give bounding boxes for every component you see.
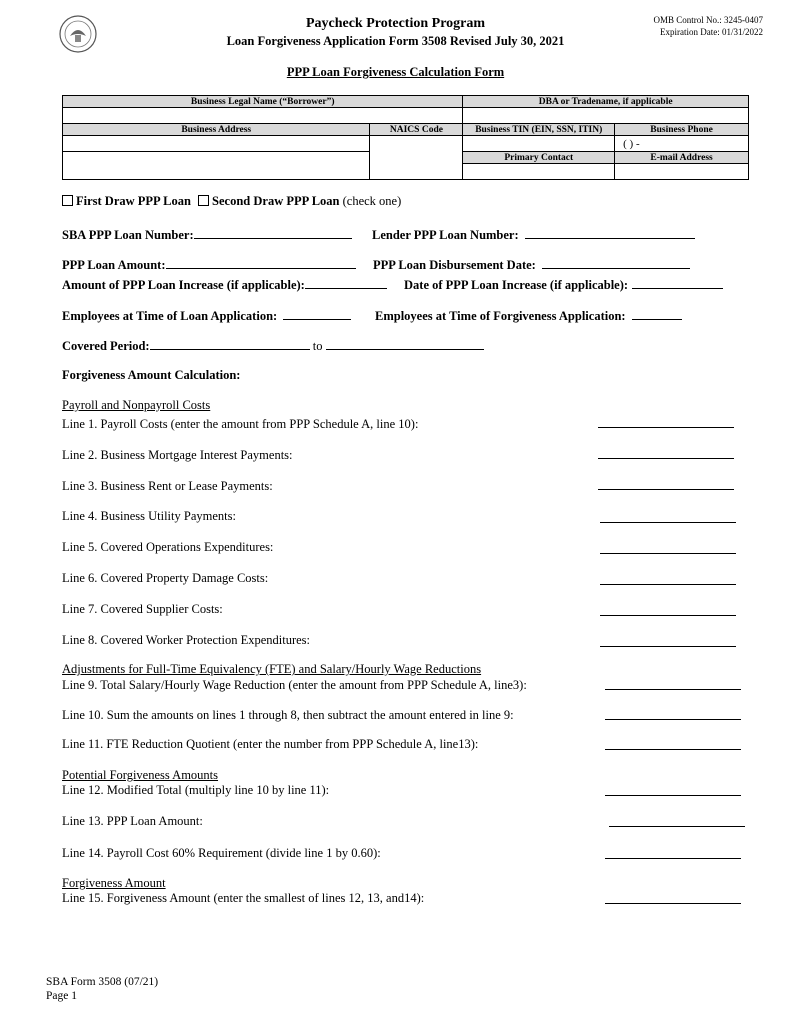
line-4-label: Line 4. Business Utility Payments: — [62, 509, 236, 523]
section-title: PPP Loan Forgiveness Calculation Form — [286, 65, 505, 79]
line-9-label: Line 9. Total Salary/Hourly Wage Reduction (enter the amount from PPP Schedule A, line3): — [62, 678, 527, 692]
second-draw-checkbox[interactable] — [198, 195, 209, 206]
line-6-label: Line 6. Covered Property Damage Costs: — [62, 571, 269, 585]
line-8-input[interactable] — [600, 646, 736, 647]
loan-increase-row — [62, 276, 387, 293]
check-one-note: (check one) — [342, 194, 402, 208]
second-draw-label: Second Draw PPP Loan — [212, 194, 340, 208]
line-9-input[interactable] — [605, 689, 741, 690]
calc-heading: Forgiveness Amount Calculation: — [62, 368, 241, 382]
disbursement-date-row — [373, 256, 690, 273]
covered-period-label: Covered Period: — [62, 339, 150, 353]
omb-block — [653, 14, 763, 38]
page-title: Paycheck Protection Program — [305, 16, 486, 31]
line-6-input[interactable] — [600, 584, 736, 585]
form-number: SBA Form 3508 (07/21) — [46, 976, 159, 988]
business-legal-name-field[interactable] — [63, 108, 463, 124]
phone-field[interactable]: ( ) - — [615, 136, 749, 152]
borrower-info-table — [62, 95, 749, 180]
employees-application-label: Employees at Time of Loan Application: — [62, 309, 278, 323]
increase-date-label: Date of PPP Loan Increase (if applicable): — [404, 278, 629, 292]
lender-loan-number-input[interactable] — [525, 226, 695, 239]
form-footer — [46, 975, 158, 1003]
line-12-input[interactable] — [605, 795, 741, 796]
email-field[interactable] — [615, 164, 749, 180]
line-2-input[interactable] — [598, 458, 734, 459]
disbursement-date-label: PPP Loan Disbursement Date: — [373, 258, 536, 272]
business-address-field-1[interactable] — [63, 136, 370, 152]
tin-label: Business TIN (EIN, SSN, ITIN) — [463, 124, 615, 136]
covered-period-row — [62, 337, 484, 354]
page-number: Page 1 — [46, 990, 77, 1002]
page-subtitle: Loan Forgiveness Application Form 3508 Revised July 30, 2021 — [226, 34, 565, 48]
line-5-label: Line 5. Covered Operations Expenditures: — [62, 540, 274, 554]
line-12-label: Line 12. Modified Total (multiply line 10 by line 11): — [62, 783, 330, 797]
sba-loan-number-row — [62, 226, 352, 243]
line-5-input[interactable] — [600, 553, 736, 554]
increase-date-input[interactable] — [632, 276, 723, 289]
covered-period-end-input[interactable] — [326, 337, 484, 350]
loan-increase-label: Amount of PPP Loan Increase (if applicable): — [62, 278, 305, 292]
email-label: E-mail Address — [615, 152, 749, 164]
increase-date-row — [404, 276, 723, 293]
business-legal-name-label: Business Legal Name (“Borrower”) — [63, 96, 463, 108]
dba-field[interactable] — [463, 108, 749, 124]
sba-loan-number-label: SBA PPP Loan Number: — [62, 228, 194, 242]
employees-application-row — [62, 307, 351, 324]
line-1-label: Line 1. Payroll Costs (enter the amount from PPP Schedule A, line 10): — [62, 417, 419, 431]
line-8-label: Line 8. Covered Worker Protection Expenditures: — [62, 633, 311, 647]
lender-loan-number-label: Lender PPP Loan Number: — [372, 228, 519, 242]
line-7-label: Line 7. Covered Supplier Costs: — [62, 602, 223, 616]
line-7-input[interactable] — [600, 615, 736, 616]
employees-application-input[interactable] — [283, 307, 351, 320]
line-15-input[interactable] — [605, 903, 741, 904]
line-15-label: Line 15. Forgiveness Amount (enter the smallest of lines 12, 13, and14): — [62, 891, 425, 905]
line-2-label: Line 2. Business Mortgage Interest Payments: — [62, 448, 293, 462]
loan-increase-input[interactable] — [305, 276, 387, 289]
expiration-date: Expiration Date: 01/31/2022 — [660, 27, 763, 37]
sba-loan-number-input[interactable] — [194, 226, 352, 239]
employees-forgiveness-row — [375, 307, 682, 324]
covered-period-start-input[interactable] — [150, 337, 310, 350]
potential-section-heading: Potential Forgiveness Amounts — [62, 768, 219, 782]
line-1-input[interactable] — [598, 427, 734, 428]
disbursement-date-input[interactable] — [542, 256, 690, 269]
primary-contact-field[interactable] — [463, 164, 615, 180]
tin-field[interactable] — [463, 136, 615, 152]
covered-period-to: to — [312, 339, 323, 353]
line-10-input[interactable] — [605, 719, 741, 720]
draw-selection — [62, 194, 401, 209]
lender-loan-number-row — [372, 226, 695, 243]
line-14-input[interactable] — [605, 858, 741, 859]
naics-field[interactable] — [370, 136, 463, 180]
line-14-label: Line 14. Payroll Cost 60% Requirement (divide line 1 by 0.60): — [62, 846, 381, 860]
line-11-label: Line 11. FTE Reduction Quotient (enter the number from PPP Schedule A, line13): — [62, 737, 479, 751]
forgiveness-section-heading: Forgiveness Amount — [62, 876, 166, 890]
line-11-input[interactable] — [605, 749, 741, 750]
employees-forgiveness-label: Employees at Time of Forgiveness Application: — [375, 309, 626, 323]
loan-amount-label: PPP Loan Amount: — [62, 258, 166, 272]
first-draw-label: First Draw PPP Loan — [76, 194, 191, 208]
line-13-label: Line 13. PPP Loan Amount: — [62, 814, 203, 828]
line-3-input[interactable] — [598, 489, 734, 490]
primary-contact-label: Primary Contact — [463, 152, 615, 164]
line-10-label: Line 10. Sum the amounts on lines 1 through 8, then subtract the amount entered in line 9: — [62, 708, 514, 722]
business-address-label: Business Address — [63, 124, 370, 136]
dba-label: DBA or Tradename, if applicable — [463, 96, 749, 108]
line-3-label: Line 3. Business Rent or Lease Payments: — [62, 479, 273, 493]
omb-control-number: OMB Control No.: 3245-0407 — [653, 15, 763, 25]
phone-label: Business Phone — [615, 124, 749, 136]
loan-amount-input[interactable] — [166, 256, 356, 269]
adjustments-section-heading: Adjustments for Full-Time Equivalency (FTE) and Salary/Hourly Wage Reductions — [62, 662, 482, 676]
first-draw-checkbox[interactable] — [62, 195, 73, 206]
line-13-input[interactable] — [609, 826, 745, 827]
payroll-section-heading: Payroll and Nonpayroll Costs — [62, 398, 211, 412]
loan-amount-row — [62, 256, 356, 273]
business-address-field-2[interactable] — [63, 152, 370, 180]
line-4-input[interactable] — [600, 522, 736, 523]
employees-forgiveness-input[interactable] — [632, 307, 682, 320]
naics-label: NAICS Code — [370, 124, 463, 136]
